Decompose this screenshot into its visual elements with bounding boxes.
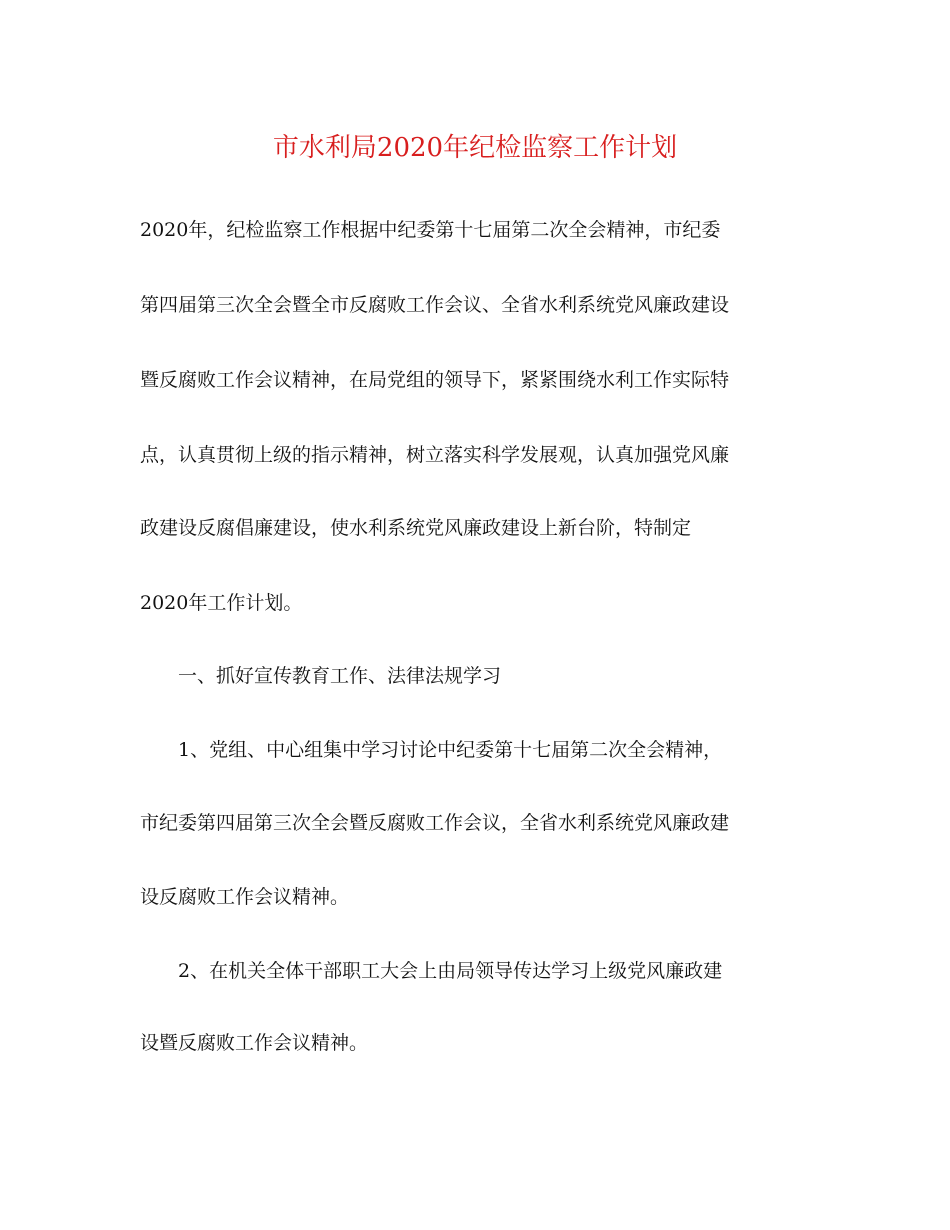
document-title: 市水利局2020年纪检监察工作计划: [272, 133, 678, 163]
list-item-line: 1、党组、中心组集中学习讨论中纪委第十七届第二次全会精神，: [178, 739, 723, 761]
paragraph-line: 点，认真贯彻上级的指示精神，树立落实科学发展观，认真加强党风廉: [140, 444, 730, 466]
paragraph-line: 2020年工作计划。: [140, 592, 303, 614]
list-item-line: 市纪委第四届第三次全会暨反腐败工作会议，全省水利系统党风廉政建: [140, 812, 730, 834]
list-item-line: 2、在机关全体干部职工大会上由局领导传达学习上级党风廉政建: [178, 960, 723, 982]
list-item-line: 设反腐败工作会议精神。: [140, 886, 350, 908]
paragraph-line: 第四届第三次全会暨全市反腐败工作会议、全省水利系统党风廉政建设: [140, 294, 730, 316]
list-item-line: 设暨反腐败工作会议精神。: [140, 1032, 369, 1054]
section-heading: 一、抓好宣传教育工作、法律法规学习: [178, 665, 502, 687]
paragraph-line: 政建设反腐倡廉建设，使水利系统党风廉政建设上新台阶，特制定: [140, 517, 692, 539]
paragraph-line: 暨反腐败工作会议精神，在局党组的领导下，紧紧围绕水利工作实际特: [140, 369, 730, 391]
paragraph-line: 2020年，纪检监察工作根据中纪委第十七届第二次全会精神，市纪委: [140, 219, 721, 241]
